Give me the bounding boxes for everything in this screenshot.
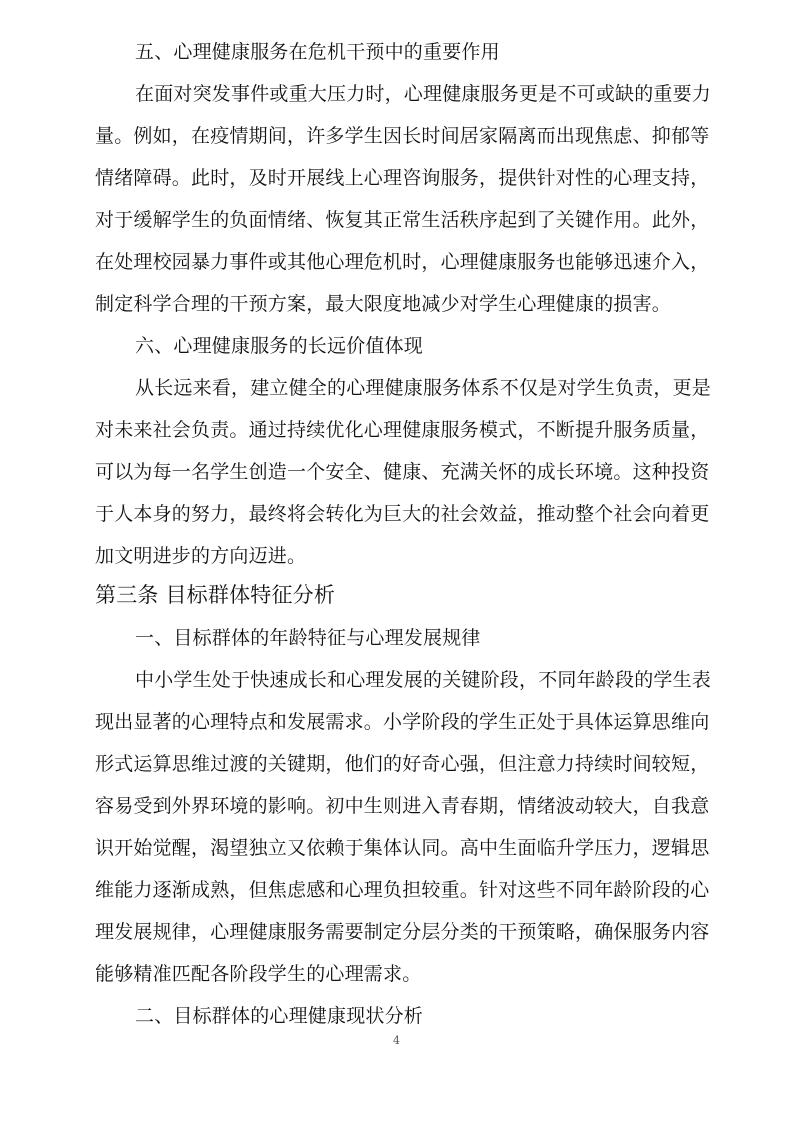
paragraph-line: 维能力逐渐成熟，但焦虑感和心理负担较重。针对这些不同年龄阶段的心 [95,879,710,901]
paragraph-line: 容易受到外界环境的影响。初中生则进入青春期，情绪波动较大，自我意 [95,795,710,817]
article-title: 第三条 目标群体特征分析 [95,583,336,607]
paragraph-line: 于人本身的努力，最终将会转化为巨大的社会效益，推动整个社会向着更 [95,503,710,525]
paragraph-line: 对于缓解学生的负面情绪、恢复其正常生活秩序起到了关键作用。此外， [95,209,710,231]
paragraph-line: 对未来社会负责。通过持续优化心理健康服务模式，不断提升服务质量， [95,419,710,441]
subsection-heading-mental-health-status: 二、目标群体的心理健康现状分析 [135,1005,424,1027]
paragraph-line: 理发展规律，心理健康服务需要制定分层分类的干预策略，确保服务内容 [95,921,710,943]
paragraph-line: 制定科学合理的干预方案，最大限度地减少对学生心理健康的损害。 [95,293,672,315]
paragraph-line: 中小学生处于快速成长和心理发展的关键阶段，不同年龄段的学生表 [135,669,712,691]
paragraph-line: 可以为每一名学生创造一个安全、健康、充满关怀的成长环境。这种投资 [95,461,710,483]
section-heading-crisis-intervention: 五、心理健康服务在危机干预中的重要作用 [135,41,500,63]
paragraph-line: 识开始觉醒，渴望独立又依赖于集体认同。高中生面临升学压力，逻辑思 [95,837,710,859]
subsection-heading-age-characteristics: 一、目标群体的年龄特征与心理发展规律 [135,627,481,649]
paragraph-line: 量。例如，在疫情期间，许多学生因长时间居家隔离而出现焦虑、抑郁等 [95,125,710,147]
paragraph-line: 在面对突发事件或重大压力时，心理健康服务更是不可或缺的重要力 [135,83,712,105]
paragraph-line: 从长远来看，建立健全的心理健康服务体系不仅是对学生负责，更是 [135,377,712,399]
section-heading-long-term-value: 六、心理健康服务的长远价值体现 [135,335,424,357]
paragraph-line: 加文明进步的方向迈进。 [95,545,307,567]
paragraph-line: 在处理校园暴力事件或其他心理危机时，心理健康服务也能够迅速介入， [95,251,710,273]
paragraph-line: 情绪障碍。此时，及时开展线上心理咨询服务，提供针对性的心理支持， [95,167,710,189]
paragraph-line: 形式运算思维过渡的关键期，他们的好奇心强，但注意力持续时间较短， [95,753,710,775]
page-number: 4 [393,1034,400,1047]
paragraph-line: 能够精准匹配各阶段学生的心理需求。 [95,963,422,985]
paragraph-line: 现出显著的心理特点和发展需求。小学阶段的学生正处于具体运算思维向 [95,711,710,733]
